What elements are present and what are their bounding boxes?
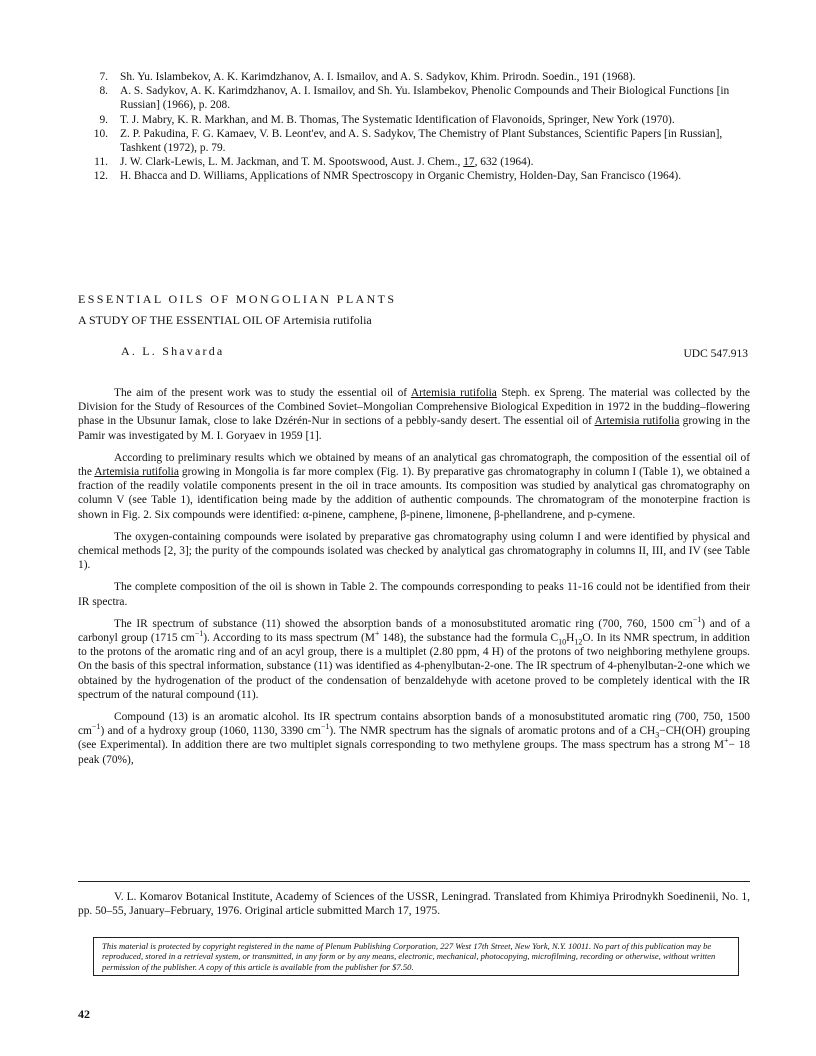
text-run: growing in Mongolia is far more complex (Fig. 1). By preparative gas chromatography in column I (Table 1), we obtained a fraction of the readily volatile components present in the oil in trace amounts. Its composition was studied by analytical gas chromatography on column V (see Table 1), identification being made by the addition of authentic compounds. The chromatogram of the monoterpine fraction is shown in Fig. 2. Six compounds were identified: α-pinene, camphene, β-pinene, limonene, β-phellandrene, and p-cymene. [78, 466, 750, 521]
reference-item [78, 84, 750, 112]
reference-list [78, 70, 750, 184]
reference-item [78, 169, 750, 183]
text-run: ). The NMR spectrum has the signals of aromatic protons and of a CH [329, 725, 656, 738]
text-run: According to preliminary results which we obtained by means of an analytical gas chromatograph, the composition of the essential oil of the [78, 451, 750, 479]
paragraph [78, 451, 750, 522]
reference-number: 9. [99, 113, 108, 126]
article-body [78, 386, 750, 775]
reference-number: 8. [99, 85, 108, 98]
reference-item [78, 155, 750, 169]
text-run: −CH(OH) grouping (see Experimental). In addition there are two multiplet signals corresponding to two methylene groups. The mass spectrum has a strong M [78, 725, 751, 752]
text-run: 148), the substance had the formula C [379, 632, 559, 645]
reference-text-part: , 632 (1964). [474, 156, 534, 169]
reference-item [78, 113, 750, 127]
text-run: ) and of a hydroxy group (1060, 1130, 3390 cm [100, 725, 321, 738]
superscript: −1 [692, 615, 702, 625]
footnote-divider [78, 881, 750, 882]
reference-text: Sh. Yu. Islambekov, A. K. Karimdzhanov, A. I. Ismailov, and A. S. Sadykov, Khim. Prirodn. Soedin., 191 (1968). [120, 71, 636, 83]
article-subtitle: A STUDY OF THE ESSENTIAL OIL OF Artemisia rutifolia [78, 313, 372, 327]
volume-number: 17 [463, 156, 475, 169]
paragraph [78, 617, 750, 702]
paragraph [78, 710, 750, 767]
subscript: 3 [655, 730, 660, 740]
species-name: Artemisia rutifolia [594, 415, 680, 428]
reference-text-part: J. W. Clark-Lewis, L. M. Jackman, and T. M. Spootswood, Aust. J. Chem., [120, 156, 464, 169]
reference-text: H. Bhacca and D. Williams, Applications of NMR Spectroscopy in Organic Chemistry, Holden-Day, San Francisco (1964). [120, 170, 682, 183]
superscript: −1 [320, 722, 330, 732]
text-run: Steph. ex Spreng. The material was collected by the Division for the Study of Resources of the Combined Soviet–Mongolian Comprehensive Biological Expedition in 1972 in the budding–flowering phase in the Ubsunur Iamak, close to lake Dzérén-Nur in sections of a pebbly-sandy desert. The essential oil of [78, 387, 750, 428]
text-run: O. In its NMR spectrum, in addition to the protons of the aromatic ring and of an acyl group, there is a multiplet (2.80 ppm, 4 H) of the protons of two neighboring methylene groups. On the basis of this spectral information, substance (11) was identified as 4-phenylbutan-2-one. The IR spectrum of 4-phenylbutan-2-one which we obtained by the hydrogenation of the product of the condensation of benzaldehyde with acetone proved to be completely identical with the IR spectrum of the natural compound (11). [78, 632, 750, 701]
paragraph: The oxygen-containing compounds were isolated by preparative gas chromatography using column I and were identified by physical and chemical methods [2, 3]; the purity of the compounds isolated was checked by analytical gas chromatography in columns II, III, and IV (see Table 1). [78, 530, 750, 572]
reference-text: A. S. Sadykov, A. K. Karimdzhanov, A. I. Ismailov, and Sh. Yu. Islambekov, Phenolic Compounds and Their Biological Functions [in Russian] (1966), p. 208. [120, 85, 730, 112]
species-name: Artemisia rutifolia [94, 466, 179, 479]
reference-item [78, 70, 750, 84]
text-run: growing in the Pamir was investigated by M. I. Goryaev in 1959 [1]. [78, 415, 750, 442]
copyright-notice: This material is protected by copyright registered in the name of Plenum Publishing Corporation, 227 West 17th Street, New York, N.Y. 10011. No part of this publication may be reproduced, stored in a retrieval system, or transmitted, in any form or by any means, electronic, mechanical, photocopying, microfilming, recording or otherwise, without written permission of the publisher. A copy of this article is available from the publisher for $7.50. [93, 937, 739, 976]
text-run: − 18 peak (70%), [78, 739, 750, 766]
reference-item [78, 127, 750, 155]
superscript: −1 [194, 629, 204, 639]
paragraph: The complete composition of the oil is shown in Table 2. The compounds corresponding to peaks 11-16 could not be identified from their IR spectra. [78, 581, 750, 608]
udc-code: UDC 547.913 [683, 348, 748, 360]
superscript: −1 [91, 722, 101, 732]
paragraph [78, 386, 750, 443]
reference-number: 10. [93, 127, 108, 140]
page-number: 42 [78, 1007, 90, 1021]
reference-number: 7. [99, 71, 108, 83]
superscript: + [374, 629, 380, 639]
subscript: 10 [558, 637, 567, 647]
reference-text [120, 155, 750, 169]
text-run: H [566, 632, 575, 645]
text-run: Compound (13) is an aromatic alcohol. Its IR spectrum contains absorption bands of a monosubstituted aromatic ring (700, 750, 1500 cm [78, 711, 750, 738]
text-run: ). According to its mass spectrum (M [203, 632, 375, 645]
species-name: Artemisia rutifolia [410, 387, 497, 399]
author-name: A. L. Shavarda [121, 344, 225, 358]
text-run: The aim of the present work was to study the essential oil of [114, 387, 411, 399]
reference-number: 12. [93, 170, 108, 183]
text-run: ) and of a carbonyl group (1715 cm [78, 617, 750, 645]
reference-text: Z. P. Pakudina, F. G. Kamaev, V. B. Leont'ev, and A. S. Sadykov, The Chemistry of Plant Substances, Scientific Papers [in Russian], Tashkent (1972), p. 79. [120, 127, 723, 155]
reference-number: 11. [94, 156, 108, 169]
text-run: The IR spectrum of substance (11) showed the absorption bands of a monosubstituted aromatic ring (700, 760, 1500 cm [114, 617, 693, 630]
reference-text: T. J. Mabry, K. R. Markhan, and M. B. Thomas, The Systematic Identification of Flavonoids, Springer, New York (1970). [120, 113, 675, 126]
superscript: + [724, 736, 729, 746]
article-title: ESSENTIAL OILS OF MONGOLIAN PLANTS [78, 292, 397, 306]
subscript: 12 [574, 637, 583, 647]
affiliation-footnote: V. L. Komarov Botanical Institute, Academy of Sciences of the USSR, Leningrad. Translated from Khimiya Prirodnykh Soedinenii, No. 1, pp. 50–55, January–February, 1976. Original article submitted March 17, 1975. [78, 891, 750, 918]
